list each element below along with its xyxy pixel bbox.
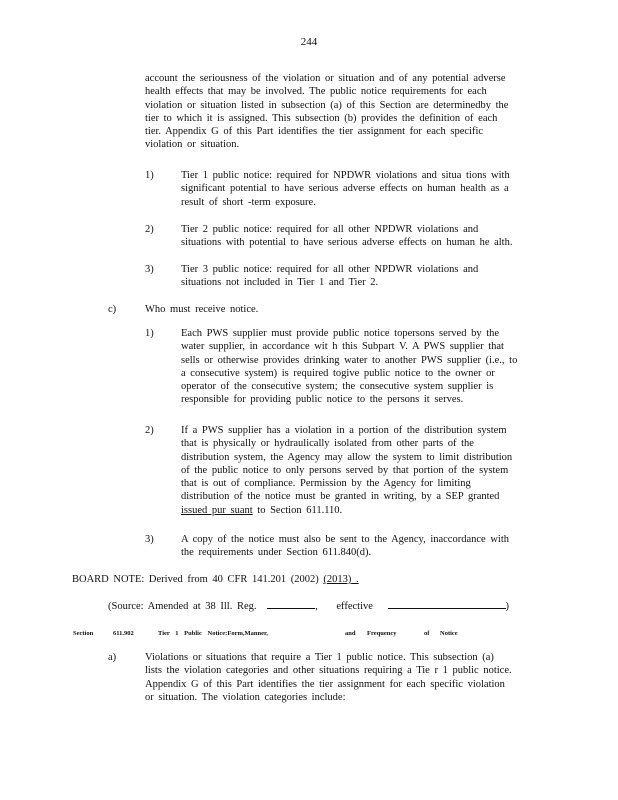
section-number: 611.902: [113, 630, 134, 637]
text-line: or situation. The violation categories include:: [145, 691, 346, 703]
text-line: violation or situation.: [145, 139, 240, 151]
underlined-period: .: [351, 574, 359, 585]
text-line: Tier 2 public notice: required for all other NPDWR violations and: [181, 224, 479, 235]
list-number: 1): [145, 170, 154, 181]
text-line: distribution of the notice must be granted in writing, by a SEP granted: [181, 491, 500, 503]
list-number: 2): [145, 425, 154, 436]
underlined-year: (2013): [323, 574, 352, 585]
subsection-heading: Who must receive notice.: [145, 304, 259, 315]
list-number: 3): [145, 264, 154, 275]
text-line: sells or otherwise provides drinking water to another PWS supplier (i.e., to: [181, 354, 518, 366]
reg-blank: [267, 598, 315, 609]
text-line: Violations or situations that require a Tier 1 public notice. This subsection (a): [145, 652, 494, 663]
text-line: operator of the consecutive system; the consecutive system supplier is: [181, 381, 494, 393]
text-line: of the public notice to only persons served by that portion of the system: [181, 464, 509, 476]
notice-item-1: [181, 327, 546, 407]
section-label: Section: [73, 630, 94, 637]
section-title-part-c: Frequency: [367, 630, 397, 637]
source-close: ): [505, 601, 510, 612]
text-line: Tier 3 public notice: required for all other NPDWR violations and: [181, 264, 479, 275]
subsection-a-paragraph: [145, 651, 550, 704]
source-line: (Source: Amended at 38 Ill. Reg. , effective ): [108, 598, 528, 613]
page-number: 244: [300, 36, 318, 48]
tier-1-item: [181, 169, 541, 209]
text-line: If a PWS supplier has a violation in a portion of the distribution system: [181, 425, 507, 436]
text-line: lists the violation categories and other situations requiring a Tie r 1 public notice.: [145, 665, 512, 677]
text-line: distribution system, the Agency may allow the system to limit distribution: [181, 451, 513, 463]
tier-2-item: [181, 223, 541, 250]
text-line: health effects that may be involved. The public notice requirements for each: [145, 86, 487, 98]
list-number: 3): [145, 534, 154, 545]
subsection-label: a): [108, 652, 117, 663]
section-title-part-a: Tier 1 Public Notice:Form,Manner,: [158, 630, 268, 637]
section-title-part-d: of: [424, 630, 430, 637]
text-line: violation or situation listed in subsection (a) of this Section are determinedby the: [145, 99, 509, 111]
section-title-part-e: Notice: [440, 630, 458, 637]
text-line: A copy of the notice must also be sent to the Agency, inaccordance with: [181, 534, 509, 545]
notice-item-2: [181, 424, 546, 517]
board-note-text: BOARD NOTE: Derived from 40 CFR 141.201 (2002): [72, 574, 319, 585]
notice-item-3: [181, 533, 546, 560]
text-line: a consecutive system) is required togive public notice to the owner or: [181, 367, 495, 379]
text-line: result of short -term exposure.: [181, 196, 316, 208]
text-line: the requirements under Section 611.840(d).: [181, 547, 372, 559]
text-line: responsible for providing public notice to the persons it serves.: [181, 394, 464, 406]
text-run: to Section 611.110.: [252, 504, 343, 516]
text-line: that is physically or hydraulically isolated from other parts of the: [181, 438, 474, 450]
text-line: tier to which it is assigned. This subsection (b) provides the definition of each: [145, 112, 498, 124]
text-line: water supplier, in accordance wit h this Subpart V. A PWS supplier that: [181, 341, 504, 353]
effective-blank: [388, 598, 506, 609]
subsection-label: c): [108, 304, 117, 315]
source-open: (Source: Amended at 38 Ill. Reg.: [108, 601, 257, 612]
text-line: Tier 1 public notice: required for NPDWR violations and situa tions with: [181, 170, 510, 181]
intro-paragraph: [145, 72, 545, 152]
tier-3-item: [181, 263, 541, 290]
section-title-part-b: and: [345, 630, 356, 637]
text-line: situations not included in Tier 1 and Tier 2.: [181, 277, 379, 289]
text-line: Appendix G of this Part identifies the tier assignment for each specific violation: [145, 678, 505, 690]
text-line: significant potential to have serious adverse effects on human health as a: [181, 183, 509, 195]
effective-label: effective: [336, 601, 373, 612]
list-number: 1): [145, 328, 154, 339]
text-line: account the seriousness of the violation or situation and of any potential adverse: [145, 73, 506, 84]
underlined-text: issued pur suant: [181, 504, 253, 516]
text-line: tier. Appendix G of this Part identifies the tier assignment for each specific: [145, 126, 484, 138]
text-line: Each PWS supplier must provide public notice topersons served by the: [181, 328, 500, 339]
text-line: situations with potential to have serious adverse effects on human he alth.: [181, 237, 513, 249]
text-line: that is out of compliance. Permission by the Agency for limiting: [181, 478, 471, 490]
list-number: 2): [145, 224, 154, 235]
board-note: [72, 573, 359, 586]
text-line: [181, 504, 546, 517]
